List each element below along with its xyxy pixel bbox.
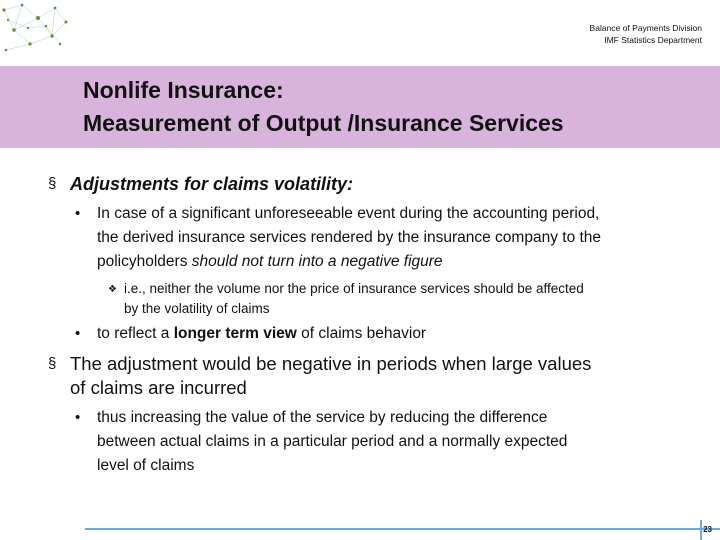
bullet-text bbox=[97, 322, 426, 346]
bullet-text-line-1: In case of a significant unforeseeable event during the accounting period, bbox=[97, 205, 600, 222]
footer-divider-vertical bbox=[700, 520, 702, 540]
bullet-text: Adjustments for claims volatility: bbox=[70, 174, 354, 194]
bullet-text-after: of claims behavior bbox=[296, 325, 427, 342]
bullet-text-line-1: i.e., neither the volume nor the price of insurance services should be affected bbox=[124, 281, 584, 296]
bullet-text-line-2: by the volatility of claims bbox=[124, 301, 270, 316]
bullet-increasing-value bbox=[0, 406, 720, 478]
page-number: 23 bbox=[703, 525, 712, 534]
bullet-text-line-1: The adjustment would be negative in periods when large values bbox=[70, 353, 592, 374]
bullet-dot-marker: • bbox=[75, 325, 81, 342]
bullet-unforeseeable-event bbox=[0, 202, 720, 274]
bullet-adjustment-negative bbox=[0, 352, 720, 400]
bullet-volume-price bbox=[0, 279, 720, 321]
bullet-text-bold: longer term view bbox=[173, 325, 297, 342]
bullet-text-line-2: of claims are incurred bbox=[70, 377, 247, 398]
division-label: Balance of Payments Division bbox=[589, 23, 702, 33]
bullet-longer-term bbox=[0, 322, 720, 346]
bullet-text-line-1: thus increasing the value of the service by reducing the difference bbox=[97, 409, 548, 426]
bullet-dot-marker: • bbox=[75, 205, 81, 222]
bullet-claims-volatility bbox=[0, 172, 720, 198]
title-line-1: Nonlife Insurance: bbox=[83, 77, 284, 103]
section-marker: § bbox=[48, 175, 57, 192]
bullet-text-line-2: between actual claims in a particular period and a normally expected bbox=[97, 433, 568, 450]
section-marker: § bbox=[48, 355, 57, 372]
department-label: IMF Statistics Department bbox=[604, 35, 702, 45]
bullet-text-line-3 bbox=[97, 250, 443, 274]
footer-divider bbox=[85, 528, 720, 530]
title-line-2: Measurement of Output /Insurance Services bbox=[83, 110, 564, 136]
bullet-text-italic: should not turn into a negative figure bbox=[191, 253, 443, 270]
diamond-marker-icon: ❖ bbox=[108, 284, 117, 295]
bullet-text-normal: policyholders bbox=[97, 253, 192, 270]
bullet-text-line-3: level of claims bbox=[97, 457, 195, 474]
bullet-text-line-2: the derived insurance services rendered by the insurance company to the bbox=[97, 229, 602, 246]
bullet-text-before: to reflect a bbox=[97, 325, 174, 342]
bullet-dot-marker: • bbox=[75, 409, 81, 426]
